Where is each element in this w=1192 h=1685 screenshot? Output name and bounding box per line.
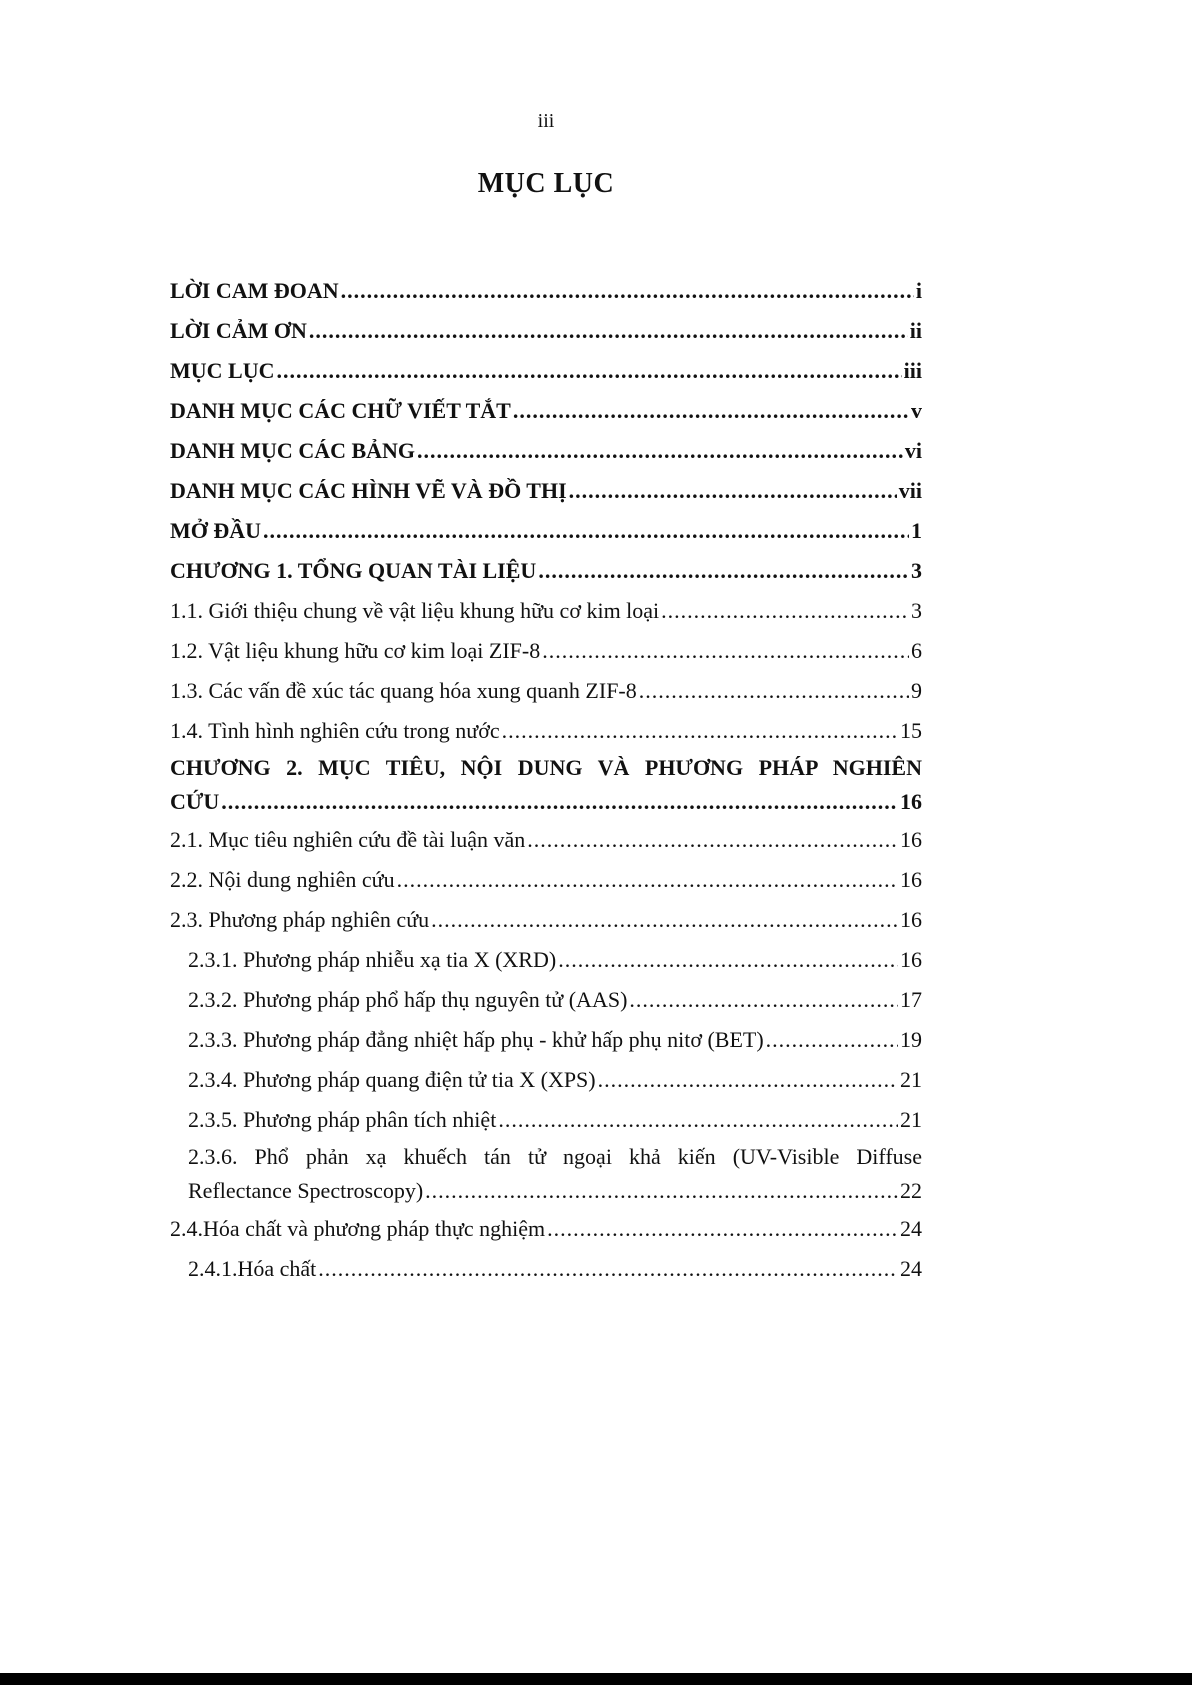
dot-leader <box>598 1060 898 1100</box>
toc-entry-2-3-4[interactable] <box>170 1060 922 1100</box>
toc-entry-danh-muc-bang[interactable] <box>170 431 922 471</box>
toc-entry-2-1[interactable] <box>170 820 922 860</box>
toc-entry-2-3-5[interactable] <box>170 1100 922 1140</box>
dot-leader <box>629 980 898 1020</box>
toc-entry-page: 17 <box>900 987 922 1012</box>
toc-entry-page: 16 <box>900 947 922 972</box>
toc-entry-loi-cam-doan[interactable] <box>170 271 922 311</box>
dot-leader <box>341 271 914 311</box>
toc-entry-page: 16 <box>900 907 922 932</box>
dot-leader <box>766 1020 898 1060</box>
dot-leader <box>417 431 903 471</box>
toc-entry-page: 16 <box>900 827 922 852</box>
dot-leader <box>661 591 909 631</box>
toc-entry-title-line1: 2.3.6. Phổ phản xạ khuếch tán tử ngoại khả kiến (UV-Visible Diffuse <box>188 1144 922 1169</box>
dot-leader <box>277 351 902 391</box>
toc-entry-page: vi <box>904 438 922 463</box>
toc-entry-title: DANH MỤC CÁC HÌNH VẼ VÀ ĐỒ THỊ <box>170 478 567 503</box>
toc-entry-2-3-3[interactable] <box>170 1020 922 1060</box>
toc-entry-page: 9 <box>911 678 922 703</box>
toc-entry-page: 3 <box>911 598 922 623</box>
toc-entry-danh-muc-chu-viet-tat[interactable] <box>170 391 922 431</box>
toc-entry-page: 6 <box>911 638 922 663</box>
toc-entry-page: 21 <box>900 1067 922 1092</box>
dot-leader <box>397 860 898 900</box>
toc-entry-page: 16 <box>900 867 922 892</box>
toc-entry-2-3-2[interactable] <box>170 980 922 1020</box>
toc-entry-page: vii <box>898 478 922 503</box>
toc-entry-title: DANH MỤC CÁC CHỮ VIẾT TẮT <box>170 398 511 423</box>
toc-entry-title: 2.3.3. Phương pháp đẳng nhiệt hấp phụ - khử hấp phụ nitơ (BET) <box>188 1027 764 1052</box>
dot-leader <box>425 1173 898 1209</box>
dot-leader <box>309 311 908 351</box>
toc-entry-page: 16 <box>900 789 922 814</box>
toc-entry-1-3[interactable] <box>170 671 922 711</box>
toc-entry-page: 15 <box>900 718 922 743</box>
dot-leader <box>221 784 898 820</box>
toc-entry-page: 1 <box>911 518 922 543</box>
toc-entry-page: i <box>915 278 922 303</box>
page-number: iii <box>537 110 555 132</box>
toc-entry-title-line2: CỨU <box>170 789 220 814</box>
bottom-border <box>0 1673 1192 1685</box>
toc-entry-page: 24 <box>900 1256 922 1281</box>
toc-entry-title: 2.3.2. Phương pháp phổ hấp thụ nguyên tử (AAS) <box>188 987 628 1012</box>
toc-entry-title: MỤC LỤC <box>170 358 275 383</box>
toc-entry-title: 2.2. Nội dung nghiên cứu <box>170 867 395 892</box>
toc-entry-title: 2.3. Phương pháp nghiên cứu <box>170 907 430 932</box>
toc-entry-2-3-1[interactable] <box>170 940 922 980</box>
toc-entry-title: 2.3.4. Phương pháp quang điện tử tia X (XPS) <box>188 1067 596 1092</box>
toc-entry-title: 2.4.1.Hóa chất <box>188 1256 317 1281</box>
toc-entry-page: 22 <box>900 1178 922 1203</box>
toc-entry-title-line1: CHƯƠNG 2. MỤC TIÊU, NỘI DUNG VÀ PHƯƠNG PHÁP NGHIÊN <box>170 755 922 780</box>
toc-entry-title: 2.3.5. Phương pháp phân tích nhiệt <box>188 1107 497 1132</box>
toc-entry-title: 2.3.1. Phương pháp nhiễu xạ tia X (XRD) <box>188 947 557 972</box>
toc-entry-loi-cam-on[interactable] <box>170 311 922 351</box>
toc-entry-page: iii <box>903 358 922 383</box>
toc-entry-page: 3 <box>911 558 922 583</box>
toc-entry-2-3[interactable] <box>170 900 922 940</box>
dot-leader <box>538 551 909 591</box>
dot-leader <box>558 940 898 980</box>
toc-entry-1-4[interactable] <box>170 711 922 751</box>
toc-entry-2-3-6[interactable] <box>170 1140 922 1209</box>
toc-entry-title: 1.1. Giới thiệu chung về vật liệu khung hữu cơ kim loại <box>170 598 660 623</box>
toc-entry-page: 19 <box>900 1027 922 1052</box>
dot-leader <box>431 900 898 940</box>
toc-entry-page: v <box>911 398 922 423</box>
dot-leader <box>547 1209 898 1249</box>
toc-entry-chuong-2[interactable] <box>170 751 922 820</box>
toc-entry-1-2[interactable] <box>170 631 922 671</box>
dot-leader <box>527 820 898 860</box>
toc-entry-muc-luc[interactable] <box>170 351 922 391</box>
toc-entry-2-4[interactable] <box>170 1209 922 1249</box>
dot-leader <box>513 391 909 431</box>
toc-entry-page: 21 <box>900 1107 922 1132</box>
toc-entry-page: 24 <box>900 1216 922 1241</box>
toc-entry-title: 2.4.Hóa chất và phương pháp thực nghiệm <box>170 1216 546 1241</box>
toc-entry-title: LỜI CAM ĐOAN <box>170 278 339 303</box>
toc-entry-title: CHƯƠNG 1. TỔNG QUAN TÀI LIỆU <box>170 558 537 583</box>
toc-entry-title: 1.3. Các vấn đề xúc tác quang hóa xung quanh ZIF-8 <box>170 678 637 703</box>
dot-leader <box>542 631 909 671</box>
toc-entry-second-line <box>170 784 922 820</box>
dot-leader <box>502 711 898 751</box>
toc-entry-second-line <box>188 1173 922 1209</box>
toc-entry-danh-muc-hinh-ve[interactable] <box>170 471 922 511</box>
toc-entry-chuong-1[interactable] <box>170 551 922 591</box>
toc-heading: MỤC LỤC <box>477 168 615 199</box>
toc-entry-page: ii <box>909 318 922 343</box>
toc-entry-2-2[interactable] <box>170 860 922 900</box>
toc-entry-title: DANH MỤC CÁC BẢNG <box>170 438 416 463</box>
dot-leader <box>318 1249 898 1289</box>
toc-entry-title: 1.4. Tình hình nghiên cứu trong nước <box>170 718 500 743</box>
table-of-contents <box>170 271 922 1289</box>
dot-leader <box>498 1100 898 1140</box>
dot-leader <box>263 511 909 551</box>
toc-entry-title: 1.2. Vật liệu khung hữu cơ kim loại ZIF-8 <box>170 638 541 663</box>
dot-leader <box>569 471 897 511</box>
dot-leader <box>639 671 909 711</box>
toc-entry-mo-dau[interactable] <box>170 511 922 551</box>
toc-entry-title-line2: Reflectance Spectroscopy) <box>188 1178 424 1203</box>
toc-entry-1-1[interactable] <box>170 591 922 631</box>
toc-entry-title: LỜI CẢM ƠN <box>170 318 307 343</box>
toc-entry-2-4-1[interactable] <box>170 1249 922 1289</box>
toc-entry-title: 2.1. Mục tiêu nghiên cứu đề tài luận văn <box>170 827 526 852</box>
toc-entry-title: MỞ ĐẦU <box>170 518 262 543</box>
